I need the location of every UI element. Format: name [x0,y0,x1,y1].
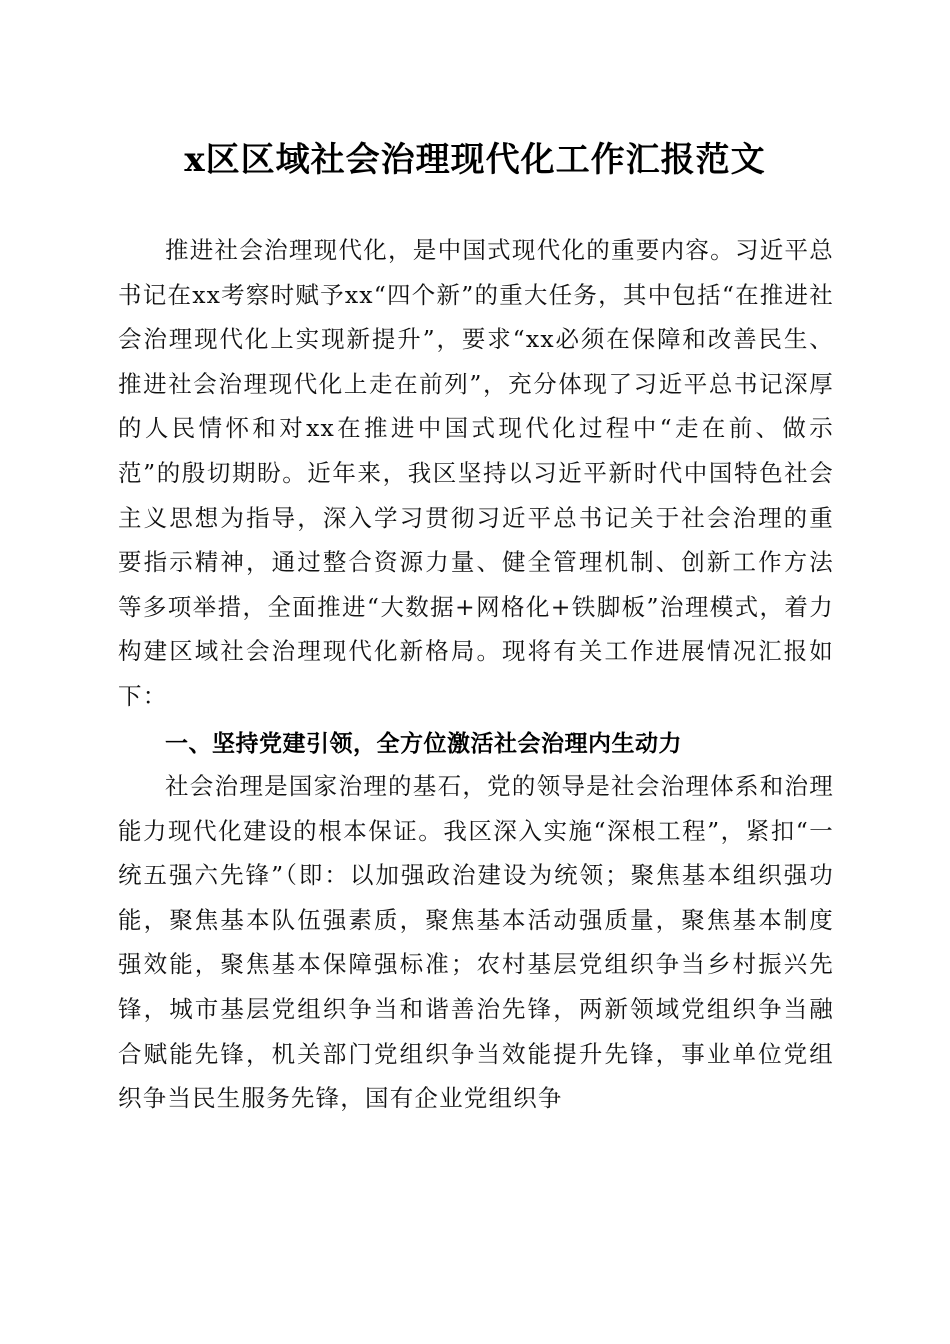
intro-paragraph: 推进社会治理现代化，是中国式现代化的重要内容。习近平总书记在xx考察时赋予xx“四个新”的重大任务，其中包括“在推进社会治理现代化上实现新提升”，要求“xx必须在保障和改善民生、推进社会治理现代化上走在前列”，充分体现了习近平总书记深厚的人民情怀和对xx在推进中国式现代化过程中“走在前、做示范”的殷切期盼。近年来，我区坚持以习近平新时代中国特色社会主义思想为指导，深入学习贯彻习近平总书记关于社会治理的重要指示精神，通过整合资源力量、健全管理机制、创新工作方法等多项举措，全面推进“大数据+网格化+铁脚板”治理模式，着力构建区域社会治理现代化新格局。现将有关工作进展情况汇报如下： [118,236,834,710]
document-title: x区区域社会治理现代化工作汇报范文 [184,140,766,180]
section-1-paragraph: 社会治理是国家治理的基石，党的领导是社会治理体系和治理能力现代化建设的根本保证。我区深入实施“深根工程”，紧扣“一统五强六先锋”（即：以加强政治建设为统领；聚焦基本组织强功能，聚焦基本队伍强素质，聚焦基本活动强质量，聚焦基本制度强效能，聚焦基本保障强标准；农村基层党组织争当乡村振兴先锋，城市基层党组织争当和谐善治先锋，两新领域党组织争当融合赋能先锋，机关部门党组织争当效能提升先锋，事业单位党组织争当民生服务先锋，国有企业党组织争 [118,772,834,1113]
section-heading-1: 一、坚持党建引领，全方位激活社会治理内生动力 [165,731,682,757]
